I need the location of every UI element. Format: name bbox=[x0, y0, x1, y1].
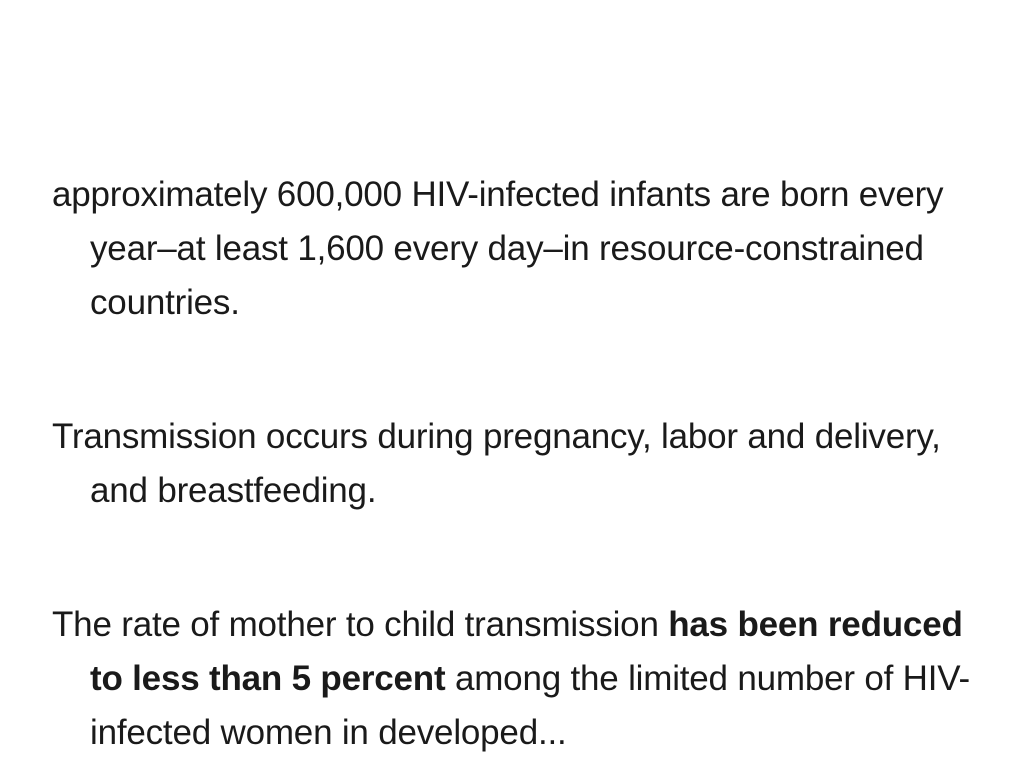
transmission-rate-text-after: among the limited number of HIV-infected women in developed... bbox=[90, 659, 970, 752]
slide-body bbox=[52, 168, 992, 760]
paragraph-transmission-rate bbox=[52, 598, 992, 760]
transmission-rate-emphasis: has been reduced to less than 5 percent bbox=[90, 605, 963, 698]
paragraph-infant-infections: approximately 600,000 HIV-infected infants are born every year–at least 1,600 every day–in resource-constrained countries. bbox=[52, 175, 944, 322]
transmission-rate-text-before: The rate of mother to child transmission bbox=[52, 605, 669, 644]
paragraph-transmission-routes: Transmission occurs during pregnancy, labor and delivery, and breastfeeding. bbox=[52, 417, 941, 510]
